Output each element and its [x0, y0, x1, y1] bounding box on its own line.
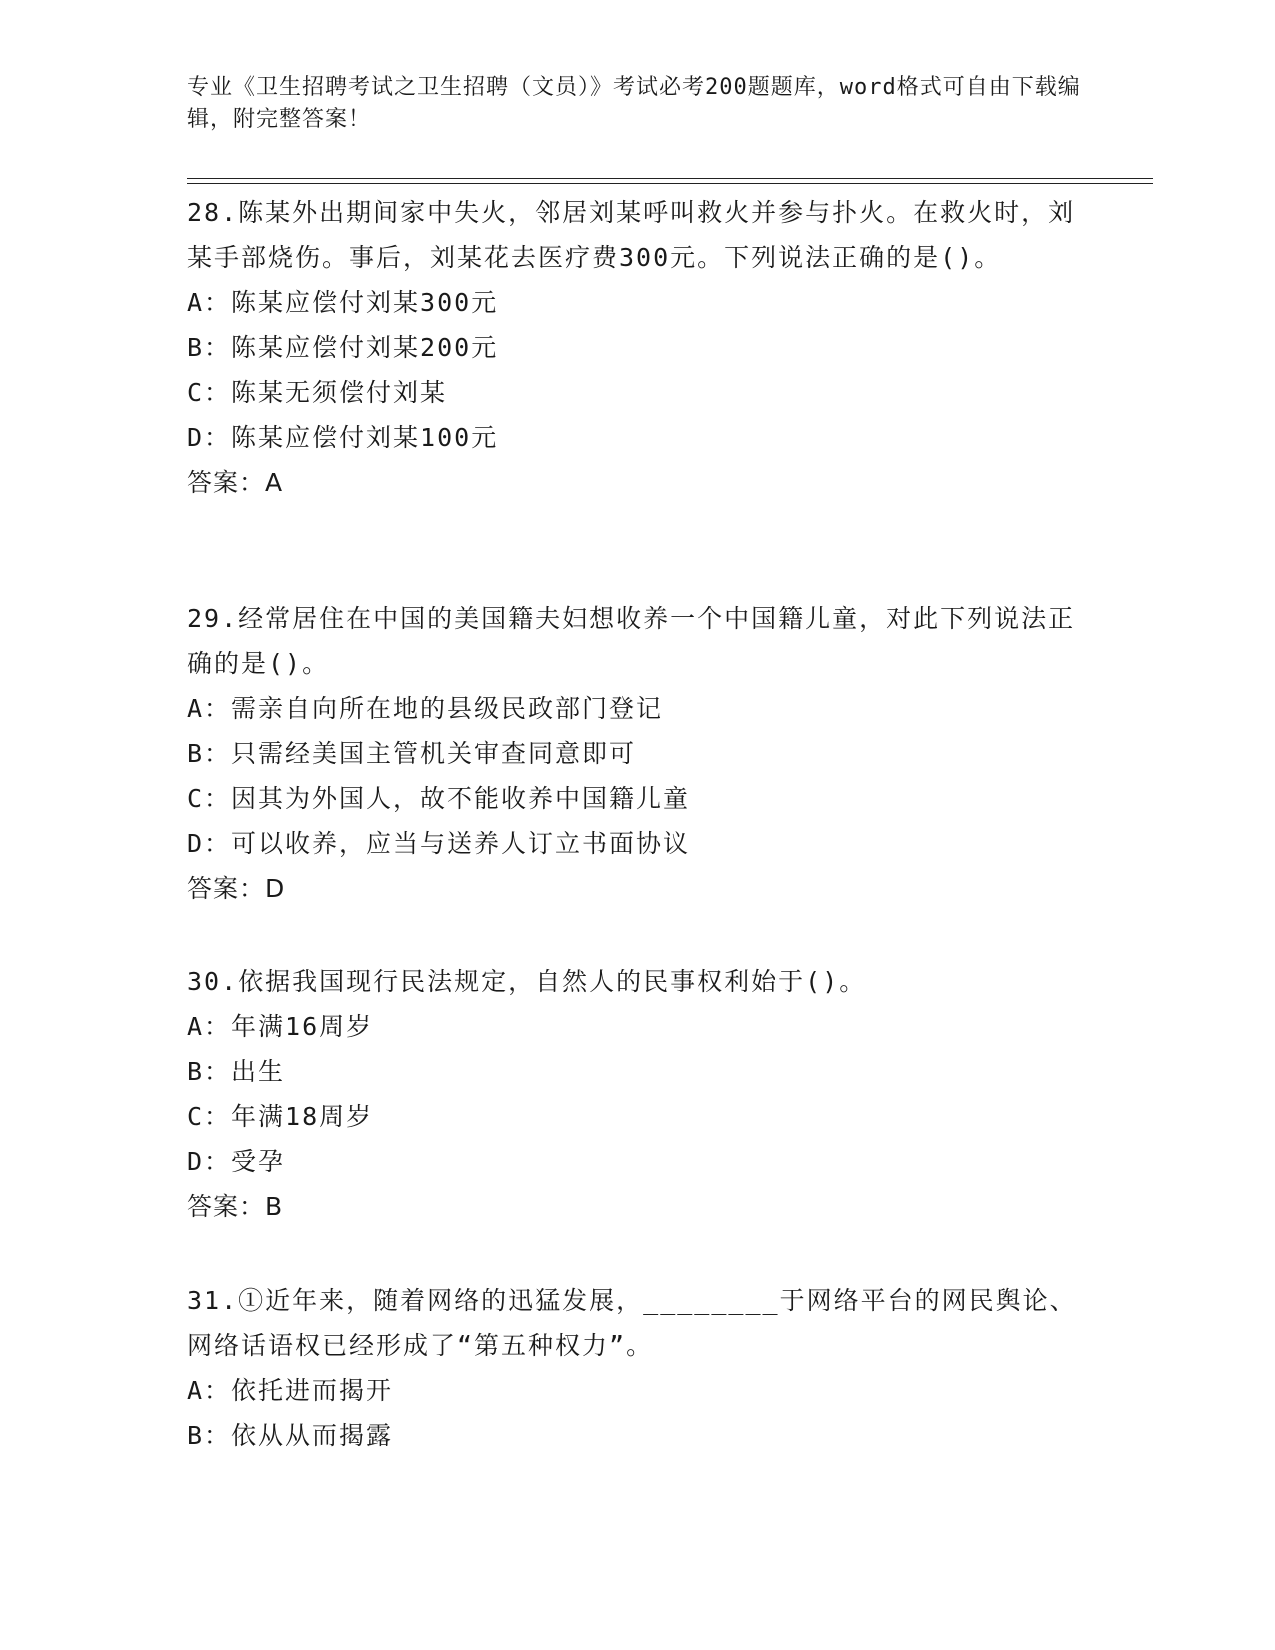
- question-28: [187, 190, 1087, 505]
- question-stem: 30.依据我国现行民法规定，自然人的民事权利始于()。: [187, 967, 867, 996]
- option-d: D：陈某应偿付刘某100元: [187, 423, 499, 452]
- question-stem: 31.①近年来，随着网络的迅猛发展，________于网络平台的网民舆论、网络话语权已经形成了“第五种权力”。: [187, 1286, 1077, 1360]
- question-stem: 29.经常居住在中国的美国籍夫妇想收养一个中国籍儿童，对此下列说法正确的是()。: [187, 604, 1076, 678]
- question-30: [187, 959, 1087, 1229]
- document-header: 专业《卫生招聘考试之卫生招聘（文员）》考试必考200题题库，word格式可自由下载编辑，附完整答案！: [187, 75, 1081, 132]
- option-b: B：只需经美国主管机关审查同意即可: [187, 739, 637, 768]
- option-b: B：出生: [187, 1057, 286, 1086]
- header-divider-bottom: [187, 183, 1153, 184]
- option-c: C：年满18周岁: [187, 1102, 374, 1131]
- answer-line: 答案：D: [187, 874, 286, 903]
- answer-line: 答案：A: [187, 468, 284, 497]
- option-c: C：因其为外国人，故不能收养中国籍儿童: [187, 784, 691, 813]
- option-d: D：受孕: [187, 1147, 286, 1176]
- option-b: B：陈某应偿付刘某200元: [187, 333, 499, 362]
- question-29: [187, 596, 1087, 911]
- question-stem: 28.陈某外出期间家中失火，邻居刘某呼叫救火并参与扑火。在救火时，刘某手部烧伤。事后，刘某花去医疗费300元。下列说法正确的是()。: [187, 198, 1076, 272]
- option-a: A：陈某应偿付刘某300元: [187, 288, 499, 317]
- option-d: D：可以收养，应当与送养人订立书面协议: [187, 829, 691, 858]
- question-31: [187, 1278, 1087, 1458]
- header-divider-top: [187, 178, 1153, 179]
- option-a: A：需亲自向所在地的县级民政部门登记: [187, 694, 664, 723]
- answer-line: 答案：B: [187, 1192, 284, 1221]
- option-b: B：依从从而揭露: [187, 1421, 394, 1450]
- option-c: C：陈某无须偿付刘某: [187, 378, 448, 407]
- option-a: A：年满16周岁: [187, 1012, 374, 1041]
- option-a: A：依托进而揭开: [187, 1376, 394, 1405]
